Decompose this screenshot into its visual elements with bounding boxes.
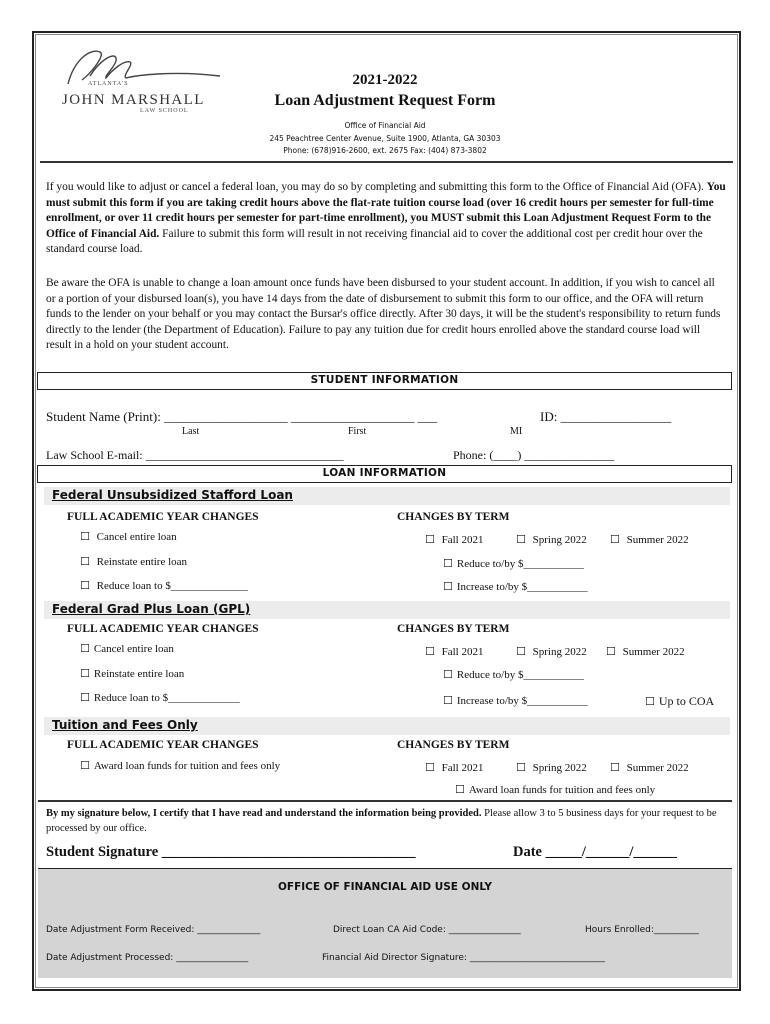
gpl-reinstate-option[interactable]: ☐ Reinstate entire loan xyxy=(80,667,185,680)
unsub-reduce-option[interactable]: ☐ Reduce loan to $______________ xyxy=(80,579,248,592)
unsub-by-term-heading: CHANGES BY TERM xyxy=(397,511,510,523)
loan-information-band: LOAN INFORMATION xyxy=(37,465,732,483)
gpl-loan-title: Federal Grad Plus Loan (GPL) xyxy=(52,602,251,616)
student-signature-field[interactable]: Student Signature ___________________________________ xyxy=(46,844,416,860)
checkbox-icon[interactable]: ☐ xyxy=(443,580,453,593)
gpl-reduce-option[interactable]: ☐ Reduce loan to $_____________ xyxy=(80,691,240,704)
office-name: Office of Financial Aid xyxy=(344,121,426,130)
tuition-term-award-option[interactable]: ☐ Award loan funds for tuition and fees only xyxy=(455,783,656,796)
gpl-by-term-heading: CHANGES BY TERM xyxy=(397,623,510,635)
first-name-caption: First xyxy=(348,426,367,437)
unsub-reinstate-option[interactable]: ☐ Reinstate entire loan xyxy=(80,555,188,568)
logo-subtitle: ATLANTA'S xyxy=(88,81,129,87)
tuition-by-term-heading: CHANGES BY TERM xyxy=(397,739,510,751)
checkbox-icon[interactable]: ☐ xyxy=(425,533,435,546)
last-name-caption: Last xyxy=(182,426,200,437)
office-phone: Phone: (678)916-2600, ext. 2675 Fax: (404) 873-3802 xyxy=(283,146,487,155)
gpl-fall-option[interactable]: ☐ Fall 2021 xyxy=(425,645,484,658)
checkbox-icon[interactable]: ☐ xyxy=(443,694,453,707)
checkbox-icon[interactable]: ☐ xyxy=(516,645,526,658)
gpl-full-year-heading: FULL ACADEMIC YEAR CHANGES xyxy=(67,623,259,635)
checkbox-icon[interactable]: ☐ xyxy=(80,642,90,655)
gpl-term-increase-option[interactable]: ☐ Increase to/by $___________ xyxy=(443,694,588,707)
gpl-cancel-option[interactable]: ☐ Cancel entire loan xyxy=(80,642,174,655)
certification-text: By my signature below, I certify that I have read and understand the information being provided. Please allow 3 to 5 business days for your request to be processed by our office. xyxy=(46,808,717,834)
office-address: 245 Peachtree Center Avenue, Suite 1900, Atlanta, GA 30303 xyxy=(269,134,501,143)
gpl-spring-option[interactable]: ☐ Spring 2022 xyxy=(516,645,587,658)
unsub-term-increase-option[interactable]: ☐ Increase to/by $___________ xyxy=(443,580,588,593)
logo-school: LAW SCHOOL xyxy=(140,108,189,114)
checkbox-icon[interactable]: ☐ xyxy=(80,667,90,680)
checkbox-icon[interactable]: ☐ xyxy=(610,761,620,774)
signature-date-field[interactable]: Date _____/______/______ xyxy=(513,844,677,860)
tuition-fall-option[interactable]: ☐ Fall 2021 xyxy=(425,761,484,774)
tuition-full-year-heading: FULL ACADEMIC YEAR CHANGES xyxy=(67,739,259,751)
gpl-term-reduce-option[interactable]: ☐ Reduce to/by $___________ xyxy=(443,668,584,681)
checkbox-icon[interactable]: ☐ xyxy=(80,530,90,543)
student-information-band: STUDENT INFORMATION xyxy=(37,372,732,390)
tuition-title: Tuition and Fees Only xyxy=(52,718,198,732)
header-divider xyxy=(40,161,733,163)
unsub-fall-option[interactable]: ☐ Fall 2021 xyxy=(425,533,484,546)
unsub-loan-title: Federal Unsubsidized Stafford Loan xyxy=(52,488,293,502)
checkbox-icon[interactable]: ☐ xyxy=(80,759,90,772)
checkbox-icon[interactable]: ☐ xyxy=(516,761,526,774)
checkbox-icon[interactable]: ☐ xyxy=(80,579,90,592)
tuition-award-option[interactable]: ☐ Award loan funds for tuition and fees only xyxy=(80,759,281,772)
hours-enrolled-field[interactable]: Hours Enrolled:__________ xyxy=(585,925,699,935)
unsub-summer-option[interactable]: ☐ Summer 2022 xyxy=(610,533,689,546)
tuition-summer-option[interactable]: ☐ Summer 2022 xyxy=(610,761,689,774)
email-field[interactable]: Law School E-mail: _________________________________ xyxy=(46,448,344,462)
gpl-coa-option[interactable]: ☐ Up to COA xyxy=(645,694,715,708)
checkbox-icon[interactable]: ☐ xyxy=(425,645,435,658)
checkbox-icon[interactable]: ☐ xyxy=(455,783,465,796)
student-id-field[interactable]: ID: _________________ xyxy=(540,409,672,424)
phone-field[interactable]: Phone: (____) _______________ xyxy=(453,448,615,462)
unsub-full-year-heading: FULL ACADEMIC YEAR CHANGES xyxy=(67,511,259,523)
checkbox-icon[interactable]: ☐ xyxy=(443,557,453,570)
student-name-field[interactable]: Student Name (Print): ___________________ ___________________ ___ xyxy=(46,409,438,424)
logo-name: JOHN MARSHALL xyxy=(62,92,205,108)
tuition-spring-option[interactable]: ☐ Spring 2022 xyxy=(516,761,587,774)
director-signature-field[interactable]: Financial Aid Director Signature: ______________________________ xyxy=(322,953,605,963)
intro-paragraph-1: If you would like to adjust or cancel a federal loan, you may do so by completing and submitting this form to the Office of Financial Aid (OFA). You must submit this form if you are taking credit hours above the flat-rate tuition course load (over 16 credit hours per semester for full-time enrollment, or over 11 credit hours per semester for part-time enrollment), you MUST submit this Loan Adjustment Request Form to the Office of Financial Aid. Failure to submit this form will result in not receiving financial aid to cover the additional cost per credit hour over the standard course load. xyxy=(46,181,726,256)
unsub-term-reduce-option[interactable]: ☐ Reduce to/by $___________ xyxy=(443,557,584,570)
checkbox-icon[interactable]: ☐ xyxy=(516,533,526,546)
form-year: 2021-2022 xyxy=(352,72,418,88)
checkbox-icon[interactable]: ☐ xyxy=(80,691,90,704)
certify-divider xyxy=(38,800,732,802)
unsub-cancel-option[interactable]: ☐ Cancel entire loan xyxy=(80,530,177,543)
checkbox-icon[interactable]: ☐ xyxy=(610,533,620,546)
ca-aid-code-field[interactable]: Direct Loan CA Aid Code: ________________ xyxy=(333,925,521,935)
checkbox-icon[interactable]: ☐ xyxy=(425,761,435,774)
unsub-spring-option[interactable]: ☐ Spring 2022 xyxy=(516,533,587,546)
checkbox-icon[interactable]: ☐ xyxy=(645,695,655,708)
middle-initial-caption: MI xyxy=(510,426,523,437)
checkbox-icon[interactable]: ☐ xyxy=(443,668,453,681)
form-title: Loan Adjustment Request Form xyxy=(274,92,496,109)
date-form-received-field[interactable]: Date Adjustment Form Received: ______________ xyxy=(46,925,261,935)
checkbox-icon[interactable]: ☐ xyxy=(80,555,90,568)
gpl-summer-option[interactable]: ☐ Summer 2022 xyxy=(606,645,685,658)
date-adjustment-processed-field[interactable]: Date Adjustment Processed: ________________ xyxy=(46,953,249,963)
ofa-title: OFFICE OF FINANCIAL AID USE ONLY xyxy=(277,881,493,893)
intro-paragraph-2: Be aware the OFA is unable to change a loan amount once funds have been disbursed to your student account. In addition, if you wish to cancel all or a portion of your disbursed loan(s), you have 14 days from the date of disbursement to submit this form to our office, and the OFA will return funds to the lender on your behalf or you may contact the Bursar's office directly. After 30 days, it will be the student's responsibility to return funds directly to the lender (the Department of Education). Failure to pay any tuition due for credit hours enrolled above the standard course load will result in a hold on your student account. xyxy=(46,277,721,352)
ofa-use-only-box xyxy=(38,868,732,978)
checkbox-icon[interactable]: ☐ xyxy=(606,645,616,658)
